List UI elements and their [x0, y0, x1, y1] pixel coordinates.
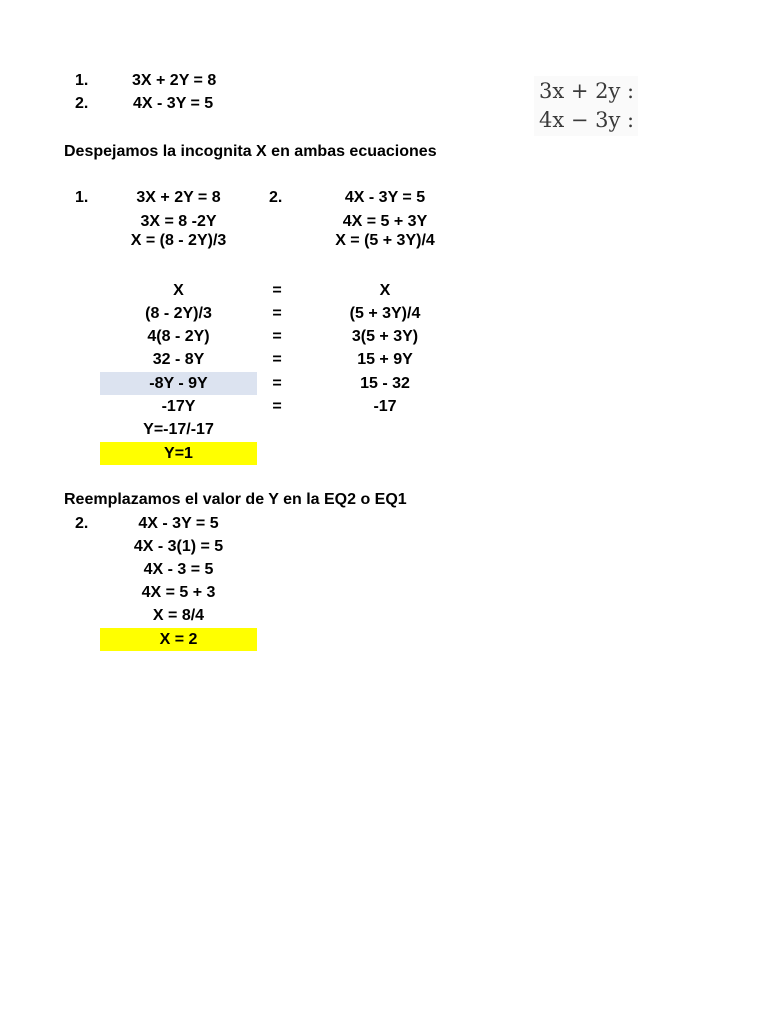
equate-left-cell: 32 - 8Y: [152, 351, 205, 368]
equate-left-cell: 4(8 - 2Y): [147, 328, 210, 345]
isolate-eq1-line: X = (8 - 2Y)/3: [130, 232, 227, 249]
equate-left-cell: -17Y: [161, 398, 196, 415]
isolate-eq1-number: 1.: [75, 189, 89, 206]
equals-sign: =: [272, 305, 282, 322]
equals-sign: =: [272, 375, 282, 392]
equate-right-cell: 3(5 + 3Y): [351, 328, 419, 345]
isolate-eq1-line: 3X = 8 -2Y: [140, 213, 217, 230]
equals-sign: =: [272, 282, 282, 299]
equate-left-cell: Y=-17/-17: [143, 421, 214, 438]
isolate-eq2-line: 4X = 5 + 3Y: [342, 213, 428, 230]
equate-right-cell: 15 - 32: [360, 375, 410, 392]
eq1-text: 3X + 2Y = 8: [132, 72, 217, 89]
substitute-step: 4X - 3Y = 5: [138, 515, 219, 532]
equate-left-cell: -8Y - 9Y: [149, 375, 208, 392]
equate-right-cell: X: [379, 282, 391, 299]
substitute-step: 4X = 5 + 3: [141, 584, 216, 601]
equate-left-cell: (8 - 2Y)/3: [145, 305, 212, 322]
substitute-step: 4X - 3(1) = 5: [133, 538, 224, 555]
isolate-eq2-line: 4X - 3Y = 5: [344, 189, 426, 206]
equate-right-cell: (5 + 3Y)/4: [349, 305, 421, 322]
isolate-eq1-line: 3X + 2Y = 8: [136, 189, 221, 206]
substitute-step: X = 8/4: [152, 607, 205, 624]
image-equation-line: 4x − 3y :: [539, 108, 635, 132]
y-result: Y=1: [164, 445, 193, 462]
equals-sign: =: [272, 351, 282, 368]
equals-sign: =: [272, 398, 282, 415]
equate-left-cell: X: [173, 282, 184, 299]
eq2-text: 4X - 3Y = 5: [133, 95, 214, 112]
equation-image: [534, 76, 638, 136]
isolate-eq2-number: 2.: [269, 189, 283, 206]
equate-right-cell: -17: [373, 398, 397, 415]
image-equation-line: 3x + 2y :: [539, 79, 635, 103]
substitute-step: 4X - 3 = 5: [143, 561, 214, 578]
x-result: X = 2: [159, 631, 198, 648]
equals-sign: =: [272, 328, 282, 345]
eq1-number: 1.: [75, 72, 89, 89]
isolate-eq2-line: X = (5 + 3Y)/4: [335, 232, 435, 249]
section-title-isolate: Despejamos la incognita X en ambas ecuaciones: [64, 143, 437, 160]
substitute-eq-number: 2.: [75, 515, 89, 532]
eq2-number: 2.: [75, 95, 89, 112]
section-title-substitute: Reemplazamos el valor de Y en la EQ2 o EQ1: [64, 491, 407, 508]
equate-right-cell: 15 + 9Y: [357, 351, 413, 368]
